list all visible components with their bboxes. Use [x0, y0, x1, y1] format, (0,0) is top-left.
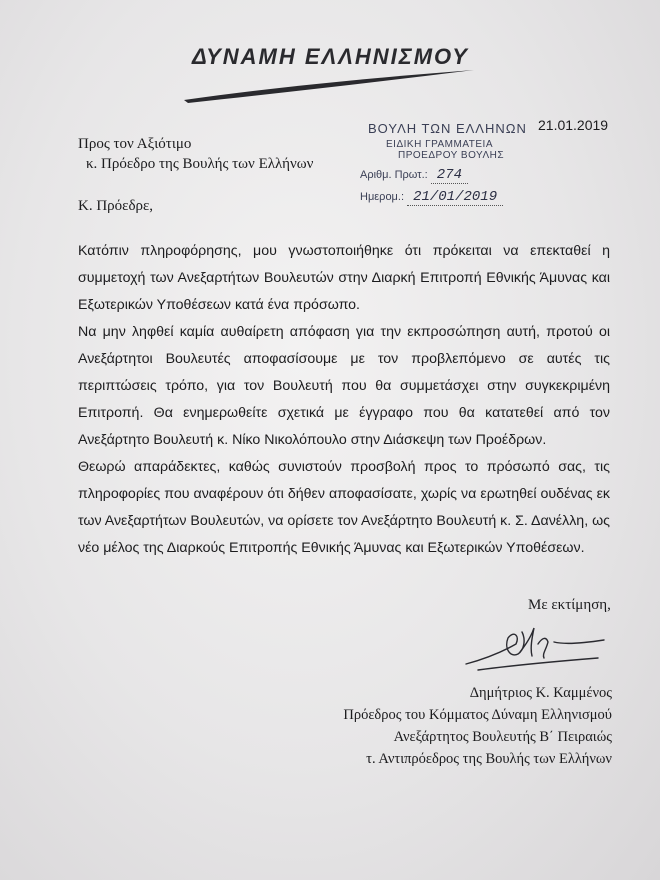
- handwritten-signature: [458, 622, 608, 674]
- stamp-date-row: [360, 189, 530, 205]
- salutation: Κ. Πρόεδρε,: [78, 198, 154, 214]
- parliament-stamp: [360, 121, 530, 205]
- body-paragraph-3: Θεωρώ απαράδεκτες, καθώς συνιστούν προσβολή προς το πρόσωπό σας, τις πληροφορίες που αναφέρουν ότι δήθεν αποφασίσατε, χωρίς να ερωτηθεί ουδένας εκ των Ανεξαρτήτων Βουλευτών, να ορίσετε τον Ανεξάρτητο Βουλευτή κ. Σ. Δανέλλη, ως νέο μέλος της Διαρκούς Επιτροπής Εθνικής Άμυνας και Εξωτερικών Υποθέσεων.: [78, 459, 610, 556]
- recipient-line1: Προς τον Αξιότιμο: [78, 136, 192, 152]
- signatory-block: [300, 682, 612, 770]
- stamp-date-value: 21/01/2019: [407, 189, 503, 206]
- body-paragraph-1: Κατόπιν πληροφόρησης, μου γνωστοποιήθηκε ότι πρόκειται να επεκταθεί η συμμετοχή των Ανεξαρτήτων Βουλευτών στην Διαρκή Επιτροπή Εθνικής Άμυνας και Εξωτερικών Υποθέσεων κατά ένα πρόσωπο.: [78, 243, 610, 313]
- signatory-role-3: τ. Αντιπρόεδρος της Βουλής των Ελλήνων: [366, 751, 612, 767]
- stamp-date-label: Ημερομ.:: [360, 191, 405, 203]
- body-paragraph-2: Να μην ληφθεί καμία αυθαίρετη απόφαση για την εκπροσώπηση αυτή, προτού οι Ανεξάρτητοι Βουλευτές αποφασίσουμε με τον προβλεπόμενο σε αυτές τις περιπτώσεις τρόπο, για τον Βουλευτή που θα συμμετάσχει στην συγκεκριμένη Επιτροπή. Θα ενημερωθείτε σχετικά με έγγραφο που θα κατατεθεί από τον Ανεξάρτητο Βουλευτή κ. Νίκο Νικολόπουλο στην Διάσκεψη των Προέδρων.: [78, 324, 610, 448]
- stamp-line3: ΠΡΟΕΔΡΟΥ ΒΟΥΛΗΣ: [398, 150, 505, 161]
- letter-body: [78, 238, 610, 562]
- stamp-line1: ΒΟΥΛΗ ΤΩΝ ΕΛΛΗΝΩΝ: [368, 121, 527, 136]
- letterhead-title: ΔΥΝΑΜΗ ΕΛΛΗΝΙΣΜΟΥ: [192, 44, 469, 69]
- letterhead-swoosh-icon: [178, 66, 478, 106]
- stamp-protocol-value: 274: [431, 167, 468, 184]
- stamp-line2: ΕΙΔΙΚΗ ΓΡΑΜΜΑΤΕΙΑ: [386, 139, 493, 150]
- letter-date: 21.01.2019: [538, 117, 609, 133]
- signatory-name: Δημήτριος Κ. Καμμένος: [469, 685, 612, 701]
- stamp-protocol-label: Αριθμ. Πρωτ.:: [360, 169, 428, 181]
- signatory-role-2: Ανεξάρτητος Βουλευτής Β΄ Πειραιώς: [393, 729, 612, 745]
- stamp-protocol-row: [360, 167, 530, 183]
- signatory-role-1: Πρόεδρος του Κόμματος Δύναμη Ελληνισμού: [343, 707, 612, 723]
- closing: Με εκτίμηση,: [528, 597, 611, 613]
- recipient-line2: κ. Πρόεδρο της Βουλής των Ελλήνων: [86, 156, 314, 172]
